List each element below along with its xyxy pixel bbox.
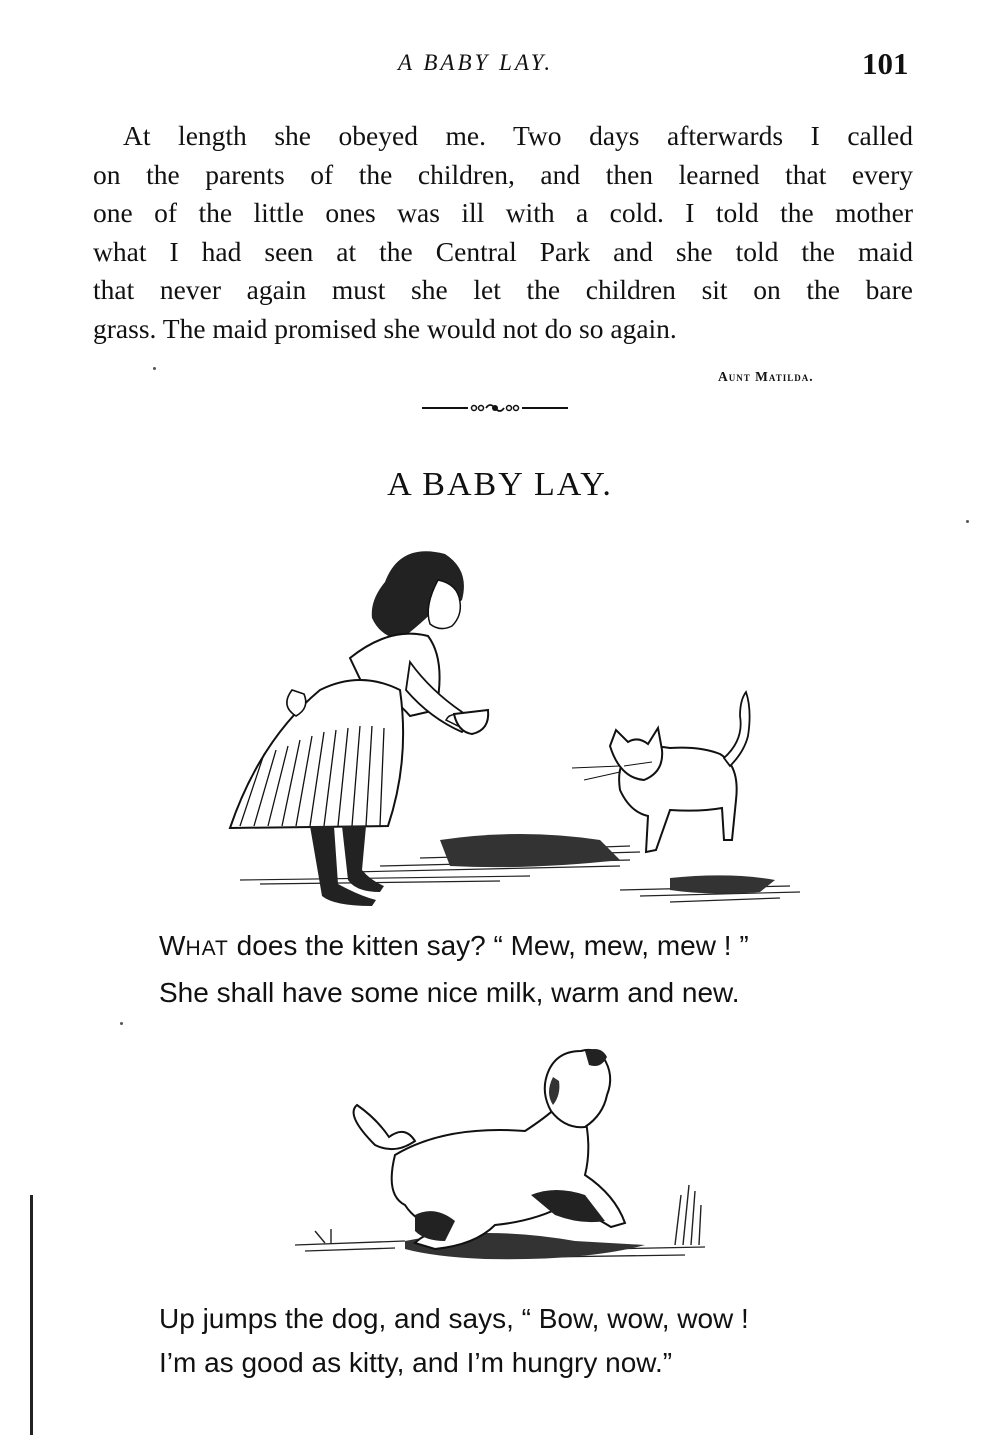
ornament-divider-icon [420, 398, 570, 418]
small-caps-word: HAT [185, 937, 229, 960]
girl-with-kitten-engraving-icon [200, 540, 800, 920]
running-title: A BABY LAY. [398, 50, 554, 75]
stanza-1-line-1-rest: does the kitten say? “ Mew, mew, mew ! ” [228, 930, 749, 961]
drop-letter: W [159, 930, 186, 961]
margin-rule [30, 1195, 33, 1435]
ink-speck [153, 367, 156, 370]
stanza-1-line-2: She shall have some nice milk, warm and new. [159, 977, 740, 1008]
stanza-1 [159, 924, 879, 1015]
story-paragraph [93, 117, 913, 348]
author-signature [718, 369, 814, 385]
running-head [0, 46, 1000, 86]
stanza-1-line-1 [159, 924, 879, 971]
paragraph-line: grass. The maid promised she would not do so again. [93, 312, 677, 344]
paragraph-line: At length she obeyed me. Two days afterwards I called [123, 120, 913, 151]
paragraph-line: what I had seen at the Central Park and she told the maid [93, 235, 913, 267]
stanza-2 [159, 1297, 879, 1385]
paragraph-line: that never again must she let the children sit on the bare [93, 274, 913, 305]
page-number: 101 [862, 46, 909, 81]
ink-speck [120, 1022, 123, 1025]
ink-speck [966, 520, 969, 523]
dog-engraving-icon [285, 1045, 725, 1270]
paragraph-line: one of the little ones was ill with a cold. I told the mother [93, 197, 913, 228]
stanza-2-line-1: Up jumps the dog, and says, “ Bow, wow, wow ! [159, 1303, 749, 1334]
paragraph-line: on the parents of the children, and then learned that every [93, 158, 913, 190]
poem-title: A BABY LAY. [387, 466, 613, 503]
signature-text: Aunt Matilda. [718, 369, 814, 384]
stanza-2-line-2: I’m as good as kitty, and I’m hungry now.” [159, 1347, 673, 1378]
